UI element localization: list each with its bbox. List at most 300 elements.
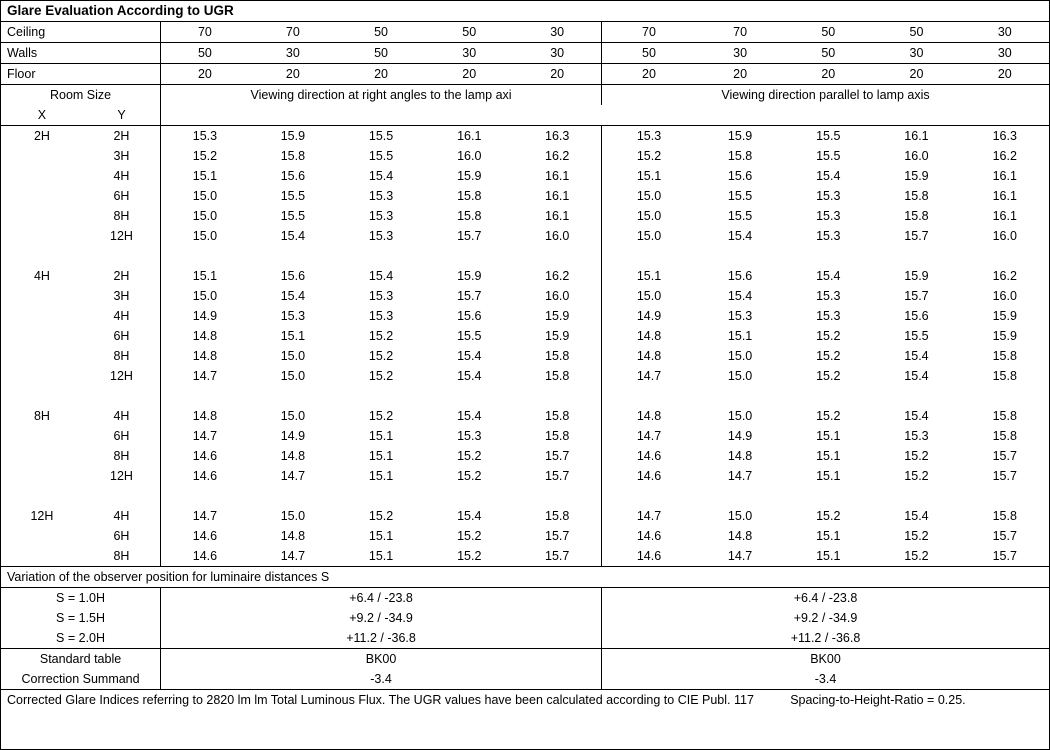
ceiling-value-9: 50	[872, 22, 960, 43]
floor-value-3: 20	[337, 64, 425, 85]
cell-value: 15.0	[727, 349, 753, 363]
cell-value: 15.8	[992, 369, 1017, 383]
cell-value: 15.1	[816, 529, 841, 543]
cell-value: 14.8	[727, 449, 753, 463]
cell-value: 15.0	[727, 369, 753, 383]
cell-value: 14.6	[192, 469, 218, 483]
cell-value: 15.1	[784, 546, 872, 567]
cell-value: 15.2	[457, 529, 482, 543]
cell-value: 15.8	[992, 409, 1017, 423]
cell-value: 15.4	[457, 369, 482, 383]
xy-header-row	[1, 105, 1049, 126]
cell-value: 15.5	[727, 189, 753, 203]
cell-value: 15.3	[368, 309, 394, 323]
cell-value: 14.7	[192, 429, 218, 443]
cell-value: 15.4	[904, 369, 929, 383]
page-title: Glare Evaluation According to UGR	[1, 1, 1049, 22]
cell-value: 15.6	[457, 309, 482, 323]
footer-row	[1, 690, 1049, 711]
cell-value: 14.8	[727, 529, 753, 543]
cell-value: 15.5	[904, 329, 929, 343]
cell-value: 15.1	[368, 429, 394, 443]
group-header-perpendicular: Viewing direction at right angles to the lamp axi	[161, 85, 602, 106]
cell-value: 14.8	[192, 409, 218, 423]
ceiling-value-3: 50	[337, 22, 425, 43]
cell-value: 16.1	[992, 209, 1017, 223]
cell-value: 15.0	[636, 229, 662, 243]
cell-value: 15.0	[192, 289, 218, 303]
cell-value: 15.4	[280, 229, 306, 243]
cell-value: 16.0	[904, 149, 929, 163]
reflectance-row-floor	[1, 64, 1049, 85]
cell-value: 15.3	[368, 229, 394, 243]
table-row	[1, 226, 1049, 246]
cell-value: 15.4	[904, 349, 929, 363]
cell-value: 15.0	[727, 509, 753, 523]
walls-value-9: 30	[872, 43, 960, 64]
cell-value: 16.2	[513, 266, 601, 286]
cell-value: 15.3	[727, 309, 753, 323]
cell-value: 15.0	[636, 189, 662, 203]
cell-value: 15.4	[368, 169, 394, 183]
cell-value: 15.0	[280, 369, 306, 383]
cell-value: 15.8	[513, 426, 601, 446]
cell-value: 15.7	[992, 469, 1017, 483]
cell-value: 15.2	[816, 509, 841, 523]
row-x-8h: 8H	[33, 409, 50, 423]
cell-value: 15.2	[872, 546, 960, 567]
cell-value: 15.7	[992, 529, 1017, 543]
cell-value: 15.2	[457, 449, 482, 463]
reflectance-label-ceiling: Ceiling	[1, 22, 161, 43]
cell-value: 15.8	[904, 189, 929, 203]
cell-value: 15.2	[368, 369, 394, 383]
variation-title-row	[1, 567, 1049, 588]
floor-value-10: 20	[961, 64, 1049, 85]
cell-value: 15.3	[816, 189, 841, 203]
title-row	[1, 1, 1049, 22]
cell-value: 16.2	[992, 149, 1017, 163]
cell-value: 15.4	[904, 509, 929, 523]
cell-value: 15.5	[368, 149, 394, 163]
cell-value: 15.5	[457, 329, 482, 343]
table-row	[1, 166, 1049, 186]
cell-value: 15.9	[513, 326, 601, 346]
cell-value: 15.6	[280, 169, 306, 183]
cell-value: 15.1	[368, 449, 394, 463]
row-y: 4H	[83, 506, 161, 526]
floor-value-9: 20	[872, 64, 960, 85]
row-y: 12H	[83, 466, 161, 486]
cell-value: 16.1	[513, 206, 601, 226]
cell-value: 15.3	[280, 309, 306, 323]
table-row	[1, 426, 1049, 446]
cell-value: 15.1	[368, 529, 394, 543]
cell-value: 15.9	[280, 129, 306, 143]
cell-value: 15.0	[280, 409, 306, 423]
cell-value: 15.7	[457, 289, 482, 303]
cell-value: 15.0	[636, 209, 662, 223]
standard-table-par: BK00	[810, 652, 841, 666]
cell-value: 14.7	[636, 429, 662, 443]
cell-value: 15.4	[816, 169, 841, 183]
cell-value: 16.3	[513, 126, 601, 147]
cell-value: 15.3	[368, 189, 394, 203]
cell-value: 15.7	[961, 546, 1049, 567]
table-row	[1, 266, 1049, 286]
cell-value: 15.7	[904, 289, 929, 303]
par-subheader-blank	[602, 105, 1049, 126]
cell-value: 15.1	[192, 269, 218, 283]
table-row	[1, 146, 1049, 166]
cell-value: 15.9	[904, 269, 929, 283]
floor-value-1: 20	[161, 64, 249, 85]
cell-value: 15.2	[368, 349, 394, 363]
ceiling-value-4: 50	[425, 22, 513, 43]
cell-value: 15.7	[513, 466, 601, 486]
cell-value: 15.1	[337, 546, 425, 567]
cell-value: 16.0	[513, 226, 601, 246]
cell-value: 15.2	[425, 546, 513, 567]
cell-value: 15.3	[816, 209, 841, 223]
variation-row-1	[1, 588, 1049, 609]
variation-perp-2: +9.2 / -34.9	[161, 608, 602, 628]
cell-value: 15.2	[636, 149, 662, 163]
floor-value-2: 20	[249, 64, 337, 85]
cell-value: 16.1	[513, 166, 601, 186]
cell-value: 16.0	[513, 286, 601, 306]
ceiling-value-1: 70	[161, 22, 249, 43]
cell-value: 15.3	[636, 129, 662, 143]
cell-value: 15.9	[992, 329, 1017, 343]
cell-value: 15.8	[513, 346, 601, 366]
group-header-row	[1, 85, 1049, 106]
footer-note: Corrected Glare Indices referring to 2820 lm lm Total Luminous Flux. The UGR values have been calculated according to CIE Publ. 117	[7, 693, 754, 707]
cell-value: 16.1	[992, 189, 1017, 203]
cell-value: 15.2	[816, 329, 841, 343]
ugr-table	[1, 1, 1049, 710]
variation-par-2: +9.2 / -34.9	[793, 611, 858, 625]
cell-value: 15.1	[816, 429, 841, 443]
cell-value: 16.1	[457, 129, 482, 143]
cell-value: 15.1	[636, 169, 662, 183]
cell-value: 15.2	[904, 449, 929, 463]
cell-value: 15.1	[636, 269, 662, 283]
cell-value: 15.1	[727, 329, 753, 343]
cell-value: 15.4	[368, 269, 394, 283]
cell-value: 15.8	[904, 209, 929, 223]
cell-value: 15.6	[727, 269, 753, 283]
cell-value: 14.8	[280, 449, 306, 463]
table-row	[1, 346, 1049, 366]
cell-value: 15.4	[280, 289, 306, 303]
row-y: 4H	[83, 166, 161, 186]
row-y: 6H	[83, 326, 161, 346]
cell-value: 14.8	[636, 409, 662, 423]
cell-value: 15.6	[280, 269, 306, 283]
table-row	[1, 126, 1049, 147]
ceiling-value-7: 70	[696, 22, 784, 43]
cell-value: 15.2	[816, 409, 841, 423]
cell-value: 15.5	[280, 209, 306, 223]
row-y: 2H	[83, 266, 161, 286]
x-header: X	[1, 105, 83, 126]
cell-value: 15.2	[816, 349, 841, 363]
reflectance-row-ceiling	[1, 22, 1049, 43]
cell-value: 14.6	[602, 546, 696, 567]
y-header: Y	[83, 105, 161, 126]
variation-perp-1: +6.4 / -23.8	[161, 588, 602, 609]
variation-label-3: S = 2.0H	[1, 628, 161, 649]
cell-value: 15.4	[457, 409, 482, 423]
ceiling-value-10: 30	[961, 22, 1049, 43]
ceiling-value-8: 50	[784, 22, 872, 43]
cell-value: 15.2	[904, 469, 929, 483]
cell-value: 15.2	[368, 409, 394, 423]
cell-value: 16.0	[992, 229, 1017, 243]
cell-value: 15.9	[513, 306, 601, 326]
cell-value: 15.1	[280, 329, 306, 343]
cell-value: 15.9	[727, 129, 753, 143]
cell-value: 15.5	[368, 129, 394, 143]
row-x-4h: 4H	[33, 269, 50, 283]
cell-value: 16.1	[513, 186, 601, 206]
cell-value: 15.3	[816, 229, 841, 243]
footer-spacing: Spacing-to-Height-Ratio = 0.25.	[790, 693, 966, 707]
cell-value: 15.0	[636, 289, 662, 303]
cell-value: 14.8	[636, 329, 662, 343]
cell-value: 15.0	[192, 209, 218, 223]
row-y: 8H	[83, 446, 161, 466]
variation-row-3	[1, 628, 1049, 649]
reflectance-row-walls	[1, 43, 1049, 64]
cell-value: 16.2	[513, 146, 601, 166]
table-row	[1, 506, 1049, 526]
cell-value: 15.2	[904, 529, 929, 543]
row-y: 3H	[83, 286, 161, 306]
cell-value: 15.8	[727, 149, 753, 163]
cell-value: 14.6	[636, 449, 662, 463]
row-y: 6H	[83, 526, 161, 546]
cell-value: 15.3	[816, 289, 841, 303]
cell-value: 16.0	[457, 149, 482, 163]
cell-value: 15.8	[280, 149, 306, 163]
cell-value: 15.3	[368, 209, 394, 223]
cell-value: 14.6	[636, 529, 662, 543]
row-y: 12H	[83, 226, 161, 246]
walls-value-3: 50	[337, 43, 425, 64]
table-row	[1, 446, 1049, 466]
cell-value: 15.7	[513, 526, 601, 546]
cell-value: 15.5	[280, 189, 306, 203]
cell-value: 15.0	[727, 409, 753, 423]
group-spacer	[1, 246, 1049, 266]
cell-value: 15.3	[368, 289, 394, 303]
cell-value: 15.7	[904, 229, 929, 243]
walls-value-6: 50	[602, 43, 696, 64]
correction-summand-perp: -3.4	[161, 669, 602, 690]
ceiling-value-2: 70	[249, 22, 337, 43]
cell-value: 15.0	[192, 229, 218, 243]
walls-value-1: 50	[161, 43, 249, 64]
row-x-12h: 12H	[30, 509, 54, 523]
correction-summand-row	[1, 669, 1049, 690]
table-row	[1, 366, 1049, 386]
cell-value: 15.1	[192, 169, 218, 183]
cell-value: 15.8	[992, 509, 1017, 523]
walls-value-5: 30	[513, 43, 601, 64]
cell-value: 15.1	[816, 469, 841, 483]
cell-value: 14.8	[192, 349, 218, 363]
floor-value-6: 20	[602, 64, 696, 85]
variation-label-1: S = 1.0H	[1, 588, 161, 609]
cell-value: 15.3	[904, 429, 929, 443]
room-size-header: Room Size	[1, 85, 161, 106]
floor-value-7: 20	[696, 64, 784, 85]
table-row	[1, 466, 1049, 486]
standard-table-perp: BK00	[161, 649, 602, 670]
standard-table-label: Standard table	[1, 649, 161, 670]
cell-value: 15.7	[992, 449, 1017, 463]
cell-value: 15.2	[457, 469, 482, 483]
ceiling-value-5: 30	[513, 22, 601, 43]
cell-value: 15.4	[457, 509, 482, 523]
floor-value-8: 20	[784, 64, 872, 85]
cell-value: 15.8	[513, 406, 601, 426]
correction-summand-par: -3.4	[602, 669, 1049, 690]
cell-value: 15.7	[457, 229, 482, 243]
cell-value: 14.9	[636, 309, 662, 323]
cell-value: 14.8	[192, 329, 218, 343]
cell-value: 14.6	[192, 449, 218, 463]
table-row	[1, 286, 1049, 306]
cell-value: 15.1	[816, 449, 841, 463]
cell-value: 14.8	[280, 529, 306, 543]
table-row	[1, 206, 1049, 226]
row-y: 6H	[83, 426, 161, 446]
cell-value: 15.4	[904, 409, 929, 423]
cell-value: 15.0	[280, 509, 306, 523]
table-row	[1, 406, 1049, 426]
cell-value: 15.5	[816, 149, 841, 163]
cell-value: 15.1	[368, 469, 394, 483]
variation-par-1: +6.4 / -23.8	[793, 591, 858, 605]
cell-value: 15.4	[816, 269, 841, 283]
row-y: 2H	[83, 126, 161, 147]
variation-perp-3: +11.2 / -36.8	[161, 628, 602, 649]
cell-value: 15.0	[280, 349, 306, 363]
cell-value: 14.7	[192, 509, 218, 523]
reflectance-label-walls: Walls	[1, 43, 161, 64]
cell-value: 15.6	[727, 169, 753, 183]
cell-value: 15.8	[992, 429, 1017, 443]
cell-value: 14.7	[696, 546, 784, 567]
group-header-parallel: Viewing direction parallel to lamp axis	[721, 88, 930, 102]
walls-value-10: 30	[961, 43, 1049, 64]
row-y: 3H	[83, 146, 161, 166]
cell-value: 15.2	[816, 369, 841, 383]
cell-value: 15.0	[192, 189, 218, 203]
cell-value: 14.7	[727, 469, 753, 483]
variation-label-2: S = 1.5H	[1, 608, 161, 628]
walls-value-7: 30	[696, 43, 784, 64]
cell-value: 15.3	[816, 309, 841, 323]
cell-value: 15.8	[992, 349, 1017, 363]
cell-value: 15.2	[192, 149, 218, 163]
cell-value: 15.4	[727, 229, 753, 243]
walls-value-4: 30	[425, 43, 513, 64]
cell-value: 14.6	[161, 546, 249, 567]
table-row	[1, 306, 1049, 326]
cell-value: 15.7	[513, 446, 601, 466]
walls-value-2: 30	[249, 43, 337, 64]
table-row	[1, 526, 1049, 546]
cell-value: 15.8	[457, 189, 482, 203]
cell-value: 15.4	[457, 349, 482, 363]
row-y: 6H	[83, 186, 161, 206]
cell-value: 14.7	[249, 546, 337, 567]
cell-value: 15.9	[992, 309, 1017, 323]
cell-value: 16.1	[904, 129, 929, 143]
row-y: 8H	[83, 346, 161, 366]
variation-par-3: +11.2 / -36.8	[602, 628, 1049, 649]
cell-value: 14.9	[192, 309, 218, 323]
cell-value: 15.2	[368, 329, 394, 343]
cell-value: 15.3	[457, 429, 482, 443]
cell-value: 14.6	[192, 529, 218, 543]
cell-value: 15.9	[457, 269, 482, 283]
cell-value: 14.9	[280, 429, 306, 443]
row-x-2h: 2H	[33, 129, 50, 143]
cell-value: 15.8	[513, 506, 601, 526]
cell-value: 14.7	[636, 509, 662, 523]
group-spacer	[1, 386, 1049, 406]
cell-value: 15.7	[513, 546, 601, 567]
row-y: 4H	[83, 306, 161, 326]
cell-value: 14.8	[636, 349, 662, 363]
cell-value: 14.9	[727, 429, 753, 443]
perp-subheader-blank	[161, 105, 602, 126]
correction-summand-label: Correction Summand	[1, 669, 161, 690]
row-y: 8H	[83, 546, 161, 567]
table-row	[1, 186, 1049, 206]
standard-table-row	[1, 649, 1049, 670]
row-y: 8H	[83, 206, 161, 226]
cell-value: 14.7	[636, 369, 662, 383]
cell-value: 15.3	[192, 129, 218, 143]
cell-value: 15.4	[727, 289, 753, 303]
cell-value: 14.7	[280, 469, 306, 483]
table-row	[1, 546, 1049, 567]
cell-value: 15.8	[457, 209, 482, 223]
ceiling-value-6: 70	[602, 22, 696, 43]
cell-value: 14.7	[192, 369, 218, 383]
cell-value: 15.9	[904, 169, 929, 183]
cell-value: 14.6	[636, 469, 662, 483]
cell-value: 15.5	[816, 129, 841, 143]
reflectance-label-floor: Floor	[1, 64, 161, 85]
cell-value: 16.0	[992, 289, 1017, 303]
floor-value-4: 20	[425, 64, 513, 85]
cell-value: 15.2	[368, 509, 394, 523]
cell-value: 15.6	[904, 309, 929, 323]
cell-value: 16.3	[992, 129, 1017, 143]
floor-value-5: 20	[513, 64, 601, 85]
variation-title: Variation of the observer position for luminaire distances S	[1, 567, 1049, 588]
cell-value: 16.2	[992, 269, 1017, 283]
row-y: 4H	[83, 406, 161, 426]
cell-value: 16.1	[992, 169, 1017, 183]
